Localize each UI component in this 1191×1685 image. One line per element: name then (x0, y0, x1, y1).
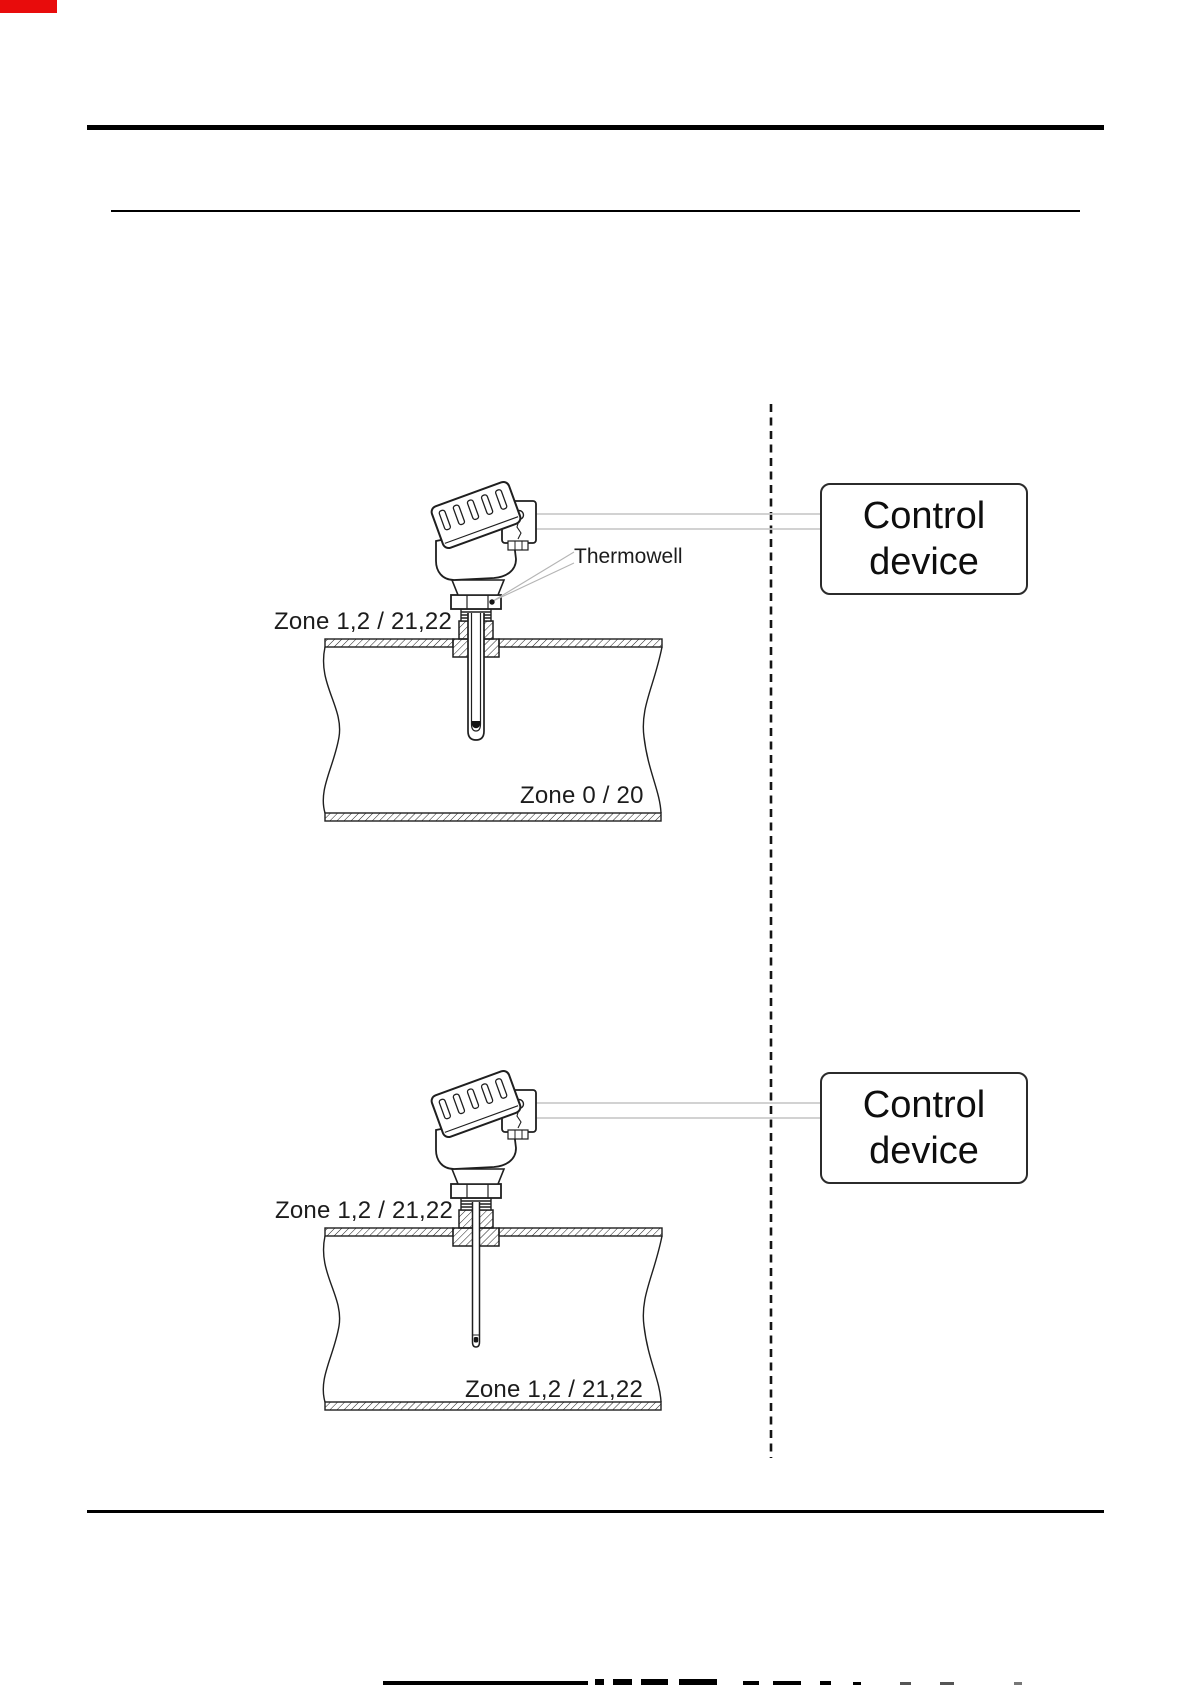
diagram2-control-device-box (820, 1072, 1028, 1184)
diagram2-vessel-and-sensor (323, 1069, 662, 1410)
diagram1-vessel-and-sensor (323, 480, 662, 821)
diagram1-control-device-line2: device (869, 541, 979, 583)
diagram2-control-device-line1: Control (862, 1084, 986, 1126)
diagram2-control-device-line2: device (869, 1130, 979, 1172)
diagram1-wires (505, 514, 820, 529)
diagram1-zone-inside-label: Zone 0 / 20 (520, 782, 644, 809)
diagram2-wires (505, 1103, 820, 1118)
diagram1-control-device-box (820, 483, 1028, 595)
diagram1-thermowell-label: Thermowell (574, 545, 683, 568)
diagram2-zone-outside-label: Zone 1,2 / 21,22 (275, 1197, 453, 1224)
diagram1-zone-outside-label: Zone 1,2 / 21,22 (274, 608, 452, 635)
diagram1-control-device-line1: Control (862, 495, 986, 537)
diagram2-zone-inside-label: Zone 1,2 / 21,22 (465, 1376, 643, 1403)
